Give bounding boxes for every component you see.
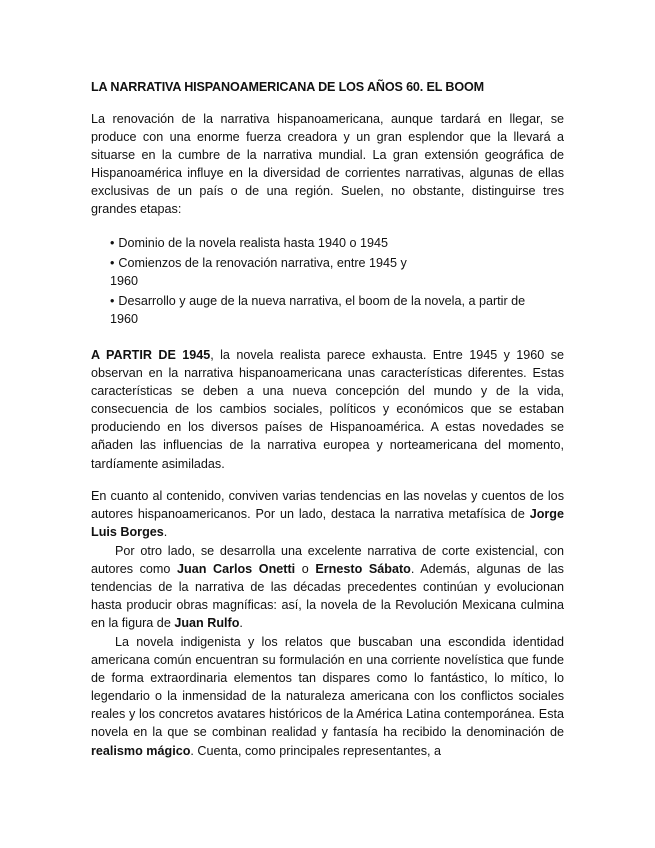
existential-text-2: o — [295, 562, 316, 577]
existential-text-3: . Además, algunas de las tendencias de la narrativa de las décadas precedentes continúan y evolucionan hasta producir obras magníficas: así, la novela de la Revolución Mexicana culmina en la figura de — [91, 562, 564, 631]
content-paragraph — [91, 487, 564, 541]
section-1945-text: , la novela realista parece exhausta. Entre 1945 y 1960 se observan en la narrativa hispanoamericana unas características diferentes. Estas características se deben a una nueva concepción del mundo y de la vida, consecuencia de los cambios sociales, políticos y económicos que se estaban produciendo en los diversos países de Hispanoamérica. A estas novedades se añaden las influencias de la narrativa europea y norteamericana del momento, tardíamente asimiladas. — [91, 348, 564, 471]
existential-text-1: Por otro lado, se desarrolla una excelente narrativa de corte existencial, con autores como — [91, 544, 564, 577]
bullet-icon: • — [110, 256, 115, 271]
author-borges: Jorge Luis Borges — [91, 507, 564, 540]
existential-end: . — [239, 616, 243, 631]
list-item — [110, 234, 430, 252]
stages-list — [110, 234, 550, 330]
author-sabato: Ernesto Sábato — [315, 562, 411, 577]
section-1945-paragraph — [91, 346, 564, 473]
list-item — [110, 254, 430, 290]
indigenist-text-1: La novela indigenista y los relatos que buscaban una escondida identidad americana común encuentran su formulación en una corriente novelística que funde de forma extraordinaria elementos tan dispares como lo fantástico, lo mítico, lo legendario o la inmensidad de la naturaleza americana con los conflictos sociales reales y los concretos avatares históricos de la América Latina contemporánea. Esta novela en la que se combinan realidad y fantasía ha recibido la denominación de — [91, 635, 564, 740]
list-item-text: Comienzos de la renovación narrativa, entre 1945 y 1960 — [110, 256, 407, 289]
list-item-text: Dominio de la novela realista hasta 1940 o 1945 — [118, 236, 388, 250]
term-realismo-magico: realismo mágico — [91, 743, 191, 758]
indigenist-text-2: . Cuenta, como principales representantes, a — [190, 743, 442, 758]
bullet-icon: • — [110, 294, 115, 309]
indigenist-paragraph — [91, 633, 564, 760]
bullet-icon: • — [110, 236, 115, 250]
list-item — [110, 292, 535, 328]
section-1945-lead: A PARTIR DE 1945 — [91, 348, 211, 362]
existential-paragraph — [91, 542, 564, 632]
document-title: LA NARRATIVA HISPANOAMERICANA DE LOS AÑOS 60. EL BOOM — [91, 80, 484, 94]
content-end: . — [163, 525, 168, 540]
author-rulfo: Juan Rulfo — [174, 616, 240, 631]
list-item-text: Desarrollo y auge de la nueva narrativa, el boom de la novela, a partir de 1960 — [110, 294, 526, 327]
intro-paragraph: La renovación de la narrativa hispanoamericana, aunque tardará en llegar, se produce con una enorme fuerza creadora y un gran esplendor que la llevará a situarse en la cumbre de la narrativa mundial. La gran extensión geográfica de Hispanoamérica influye en la diversidad de corrientes narrativas, algunas de ellas exclusivas de un país o de una región. Suelen, no obstante, distinguirse tres grandes etapas: — [91, 112, 564, 217]
content-text: En cuanto al contenido, conviven varias tendencias en las novelas y cuentos de los autores hispanoamericanos. Por un lado, destaca la narrativa metafísica de — [91, 489, 564, 522]
author-onetti: Juan Carlos Onetti — [177, 562, 296, 577]
